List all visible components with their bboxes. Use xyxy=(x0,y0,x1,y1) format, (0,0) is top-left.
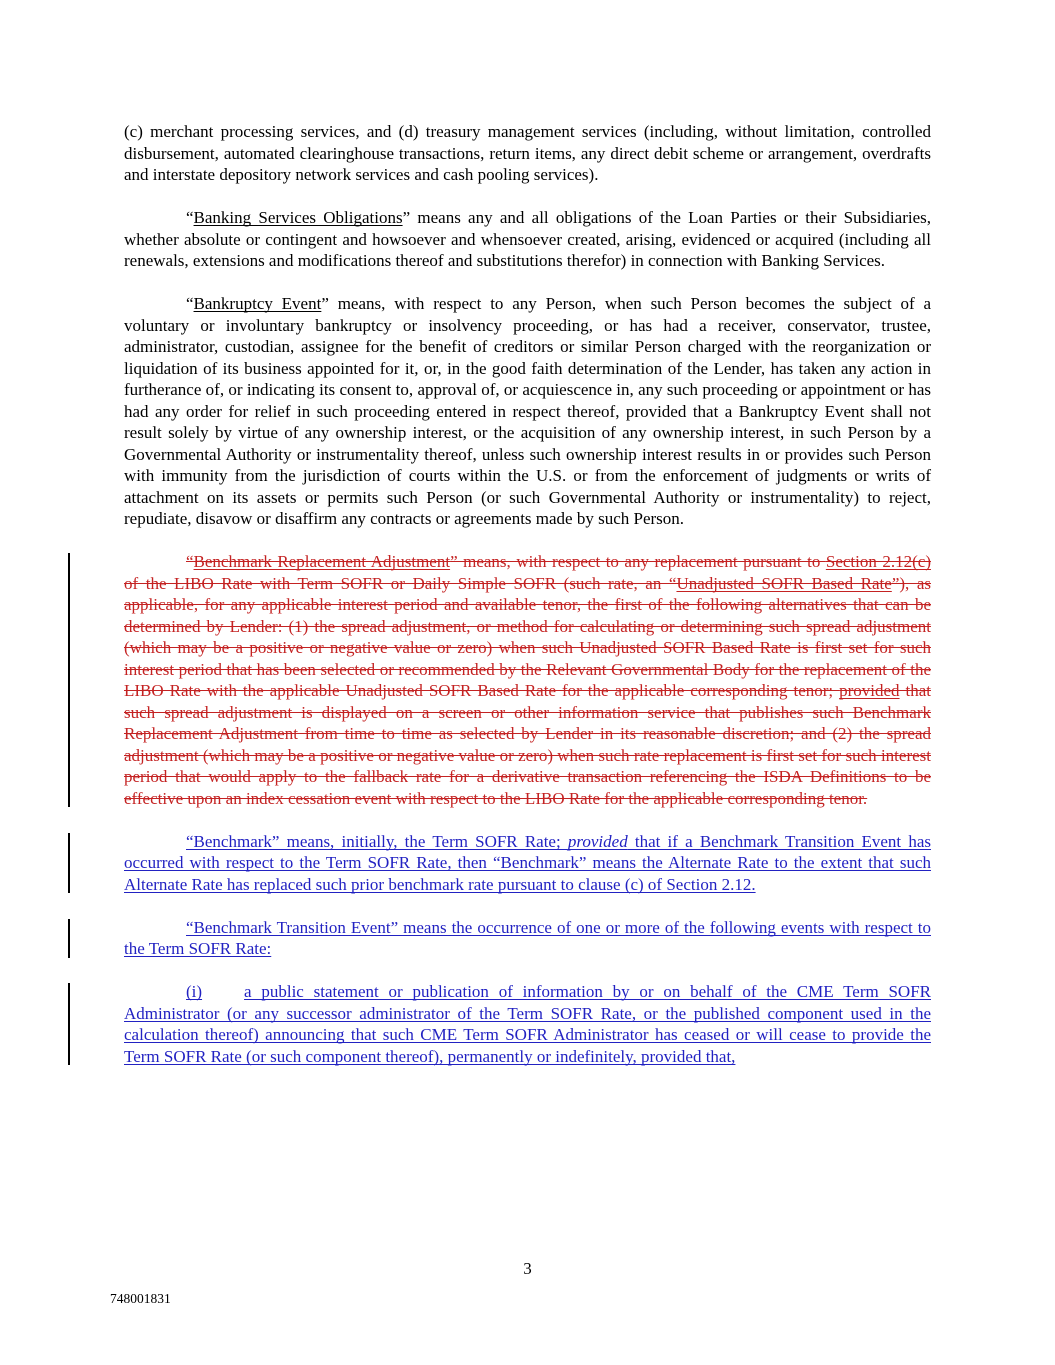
text-segment: “Benchmark Transition Event” means the occurrence of one or more of the following events with respect to the Term SOFR Rate: xyxy=(124,917,931,958)
change-bar xyxy=(68,553,70,807)
definition-benchmark-transition-event-inserted xyxy=(124,917,931,960)
definition-benchmark-inserted xyxy=(124,831,931,896)
text-segment: Banking Services Obligations xyxy=(193,208,403,227)
text-segment: (i) xyxy=(186,982,203,1001)
definition-bankruptcy-event xyxy=(124,293,931,530)
text-segment: that such spread adjustment is displayed on a screen or other information service that publishes such Benchmark Replacement Adjustment from time to time as selected by Lender in its reasonable discretion; and (2) the spread adjustment (which may be a positive or negative value or zero) when such rate replacement is first set for such interest period that would apply to the fallback rate for a derivative transaction referencing the ISDA Definitions to be effective upon an index cessation event with respect to the LIBO Rate for the applicable corresponding tenor. xyxy=(124,681,931,808)
text-segment: “ xyxy=(186,294,194,313)
text-segment: Benchmark Replacement Adjustment xyxy=(193,552,451,571)
text-segment: “ xyxy=(186,208,194,227)
change-bar xyxy=(68,833,70,894)
text-segment: Bankruptcy Event xyxy=(193,294,322,313)
text-segment: a public statement or publication of information by or on behalf of the CME Term SOFR Administrator (or any successor administrator of the Term SOFR Rate, or the published component used in the calculation thereof) announcing that such CME Term SOFR Administrator has ceased or will cease to provide the Term SOFR Rate (or such component thereof), permanently or indefinitely, provided that, xyxy=(124,982,931,1066)
text-segment: ”), as applicable, for any applicable interest period and available tenor, the first of the following alternatives that can be determined by Lender: (1) the spread adjustment, or method for calculating or determining such spread adjustment (which may be a positive or negative value or zero) when such Unadjusted SOFR Based Rate is first set for such interest period that has been selected or recommended by the Relevant Governmental Body for the replacement of the LIBO Rate with the applicable Unadjusted SOFR Based Rate for the applicable corresponding tenor; xyxy=(124,573,931,700)
clause-i-cme-term-sofr-inserted xyxy=(124,981,931,1067)
text-segment: of the LIBO Rate with Term SOFR or Daily Simple SOFR (such rate, an “ xyxy=(124,573,677,593)
text-segment: (c) merchant processing services, and (d) treasury management services (including, without limitation, controlled disbursement, automated clearinghouse transactions, return items, any direct debit scheme or arrangement, overdrafts and interstate depository network services and cash pooling services). xyxy=(124,122,931,184)
text-segment: provided xyxy=(567,831,628,851)
change-bar xyxy=(68,983,70,1065)
text-segment: Unadjusted SOFR Based Rate xyxy=(676,573,892,593)
text-segment: ” means any and all obligations of the Loan Parties or their Subsidiaries, whether absolute or contingent and howsoever and whensoever created, arising, evidenced or acquired (including all renewals, extensions and modifications thereof and substitutions therefor) in connection with Banking Services. xyxy=(124,208,931,270)
page-number: 3 xyxy=(523,1259,532,1278)
para-treasury-services-continuation xyxy=(124,121,931,186)
definition-banking-services-obligations xyxy=(124,207,931,272)
document-number: 748001831 xyxy=(110,1291,171,1306)
text-segment: ” means, with respect to any Person, when such Person becomes the subject of a voluntary or involuntary bankruptcy or insolvency proceeding, or has had a receiver, conservator, trustee, administrator, custodian, assignee for the benefit of creditors or similar Person charged with the reorganization or liquidation of its business appointed for it, or, in the good faith determination of the Lender, has taken any action in furtherance of, or indicating its consent to, approval of, or acquiescence in, any such proceeding or appointment or has had any order for relief in such proceeding entered in respect thereof, provided that a Bankruptcy Event shall not result solely by virtue of any ownership interest, or the acquisition of any ownership interest, in such Person by a Governmental Authority or instrumentality thereof, unless such ownership interest results in or provides such Person with immunity from the jurisdiction of courts within the U.S. or from the enforcement of judgments or writs of attachment on its assets or permits such Person (or such Governmental Authority or instrumentality) to reject, repudiate, disavow or disaffirm any contracts or agreements made by such Person. xyxy=(124,294,932,528)
text-segment: ” means, with respect to any replacement pursuant to xyxy=(450,552,826,571)
document-body xyxy=(124,121,931,1089)
text-segment: that if a Benchmark Transition Event has occurred with respect to the Term SOFR Rate, then “Benchmark” means the Alternate Rate to the extent that such Alternate Rate has replaced such prior benchmark rate pursuant to clause (c) of Section 2.12. xyxy=(124,831,931,894)
text-segment: “ xyxy=(186,552,194,571)
text-segment: provided xyxy=(839,681,900,700)
text-segment: “Benchmark” means, initially, the Term SOFR Rate; xyxy=(186,831,568,851)
change-bar xyxy=(68,919,70,958)
definition-benchmark-replacement-adjustment-deleted xyxy=(124,551,931,809)
text-segment: Section 2.12(c) xyxy=(825,552,931,571)
